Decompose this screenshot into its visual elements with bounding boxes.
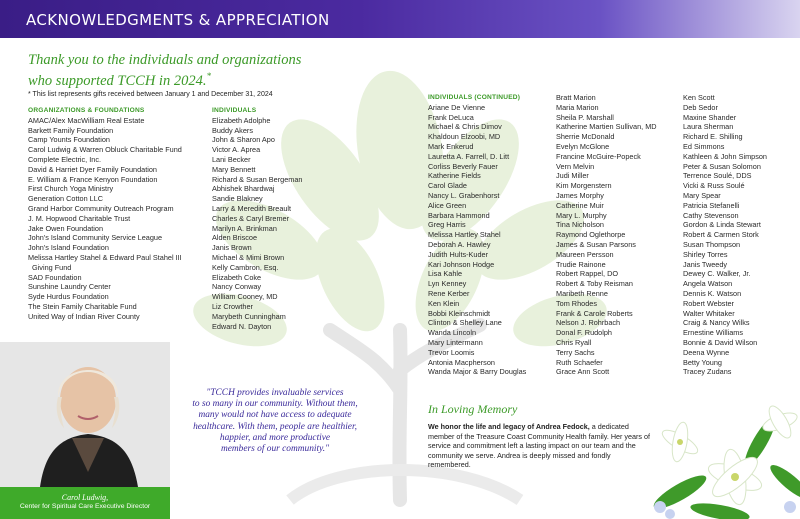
list-item: Tina Nicholson	[556, 220, 604, 230]
list-item: Deb Sedor	[683, 102, 718, 112]
list-item: Lisa Kahle	[428, 269, 463, 279]
list-item: Laura Sherman	[683, 122, 734, 132]
portrait-photo	[0, 342, 170, 487]
quote-line: members of our community."	[220, 444, 330, 455]
list-item: Gordon & Linda Stewart	[683, 220, 761, 230]
list-item: Melissa Hartley Stahel & Edward Paul Stahel III	[28, 252, 182, 262]
page-title: ACKNOWLEDGMENTS & APPRECIATION	[26, 11, 330, 29]
list-item: Sunshine Laundry Center	[28, 282, 111, 292]
list-item: Buddy Akers	[212, 125, 253, 135]
list-item: United Way of Indian River County	[28, 311, 140, 321]
list-item: Terrence Soulé, DDS	[683, 171, 752, 181]
list-item: SAD Foundation	[28, 272, 82, 282]
list-item: Ernestine Williams	[683, 328, 744, 338]
list-item: Victor A. Aprea	[212, 145, 261, 155]
list-item: Generation Cotton LLC	[28, 194, 104, 204]
list-item: Carol Ludwig & Warren Obluck Charitable Fund	[28, 145, 182, 155]
list-item: Maureen Persson	[556, 249, 614, 259]
list-item: Deborah A. Hawley	[428, 239, 491, 249]
list-item: Dewey C. Walker, Jr.	[683, 269, 751, 279]
list-item: Mary Lintermann	[428, 337, 483, 347]
list-item: Evelyn McGlone	[556, 141, 610, 151]
list-item: First Church Yoga Ministry	[28, 184, 114, 194]
list-item: Ariane De Vienne	[428, 102, 486, 112]
organizations-heading: ORGANIZATIONS & FOUNDATIONS	[28, 107, 145, 114]
list-item: Lyn Kenney	[428, 279, 467, 289]
list-item: Betty Young	[683, 357, 722, 367]
individuals-heading: INDIVIDUALS	[212, 107, 257, 114]
list-item: Robert & Toby Reisman	[556, 279, 633, 289]
list-item: Catherine Muir	[556, 200, 604, 210]
list-item: Barkett Family Foundation	[28, 125, 114, 135]
gift-period-note: * This list represents gifts received between January 1 and December 31, 2024	[28, 91, 273, 98]
list-item: Craig & Nancy Wilks	[683, 318, 750, 328]
list-item: Ed Simmons	[683, 141, 725, 151]
list-item: Bobbi Kleinschmidt	[428, 308, 491, 318]
list-item: Kelly Cambron, Esq.	[212, 262, 279, 272]
list-item: Cathy Stevenson	[683, 210, 739, 220]
list-item: Greg Harris	[428, 220, 466, 230]
memory-body: a dedicated member of the Treasure Coast Community Health family. Her years of service and commitment left a lasting impact on our team and the community we serve. Andrea is deeply missed and fondly remembered.	[428, 422, 650, 470]
list-item: Grand Harbor Community Outreach Program	[28, 203, 174, 213]
list-item: The Stein Family Charitable Fund	[28, 301, 137, 311]
list-item: Katherine Fields	[428, 171, 481, 181]
list-item: Sherrie McDonald	[556, 132, 615, 142]
list-item: Judi Miller	[556, 171, 589, 181]
list-item: Ken Scott	[683, 93, 715, 102]
memory-lead: We honor the life and legacy of Andrea Fedock,	[428, 422, 590, 431]
list-item: Mary Bennett	[212, 164, 256, 174]
list-item: Barbara Hammond	[428, 210, 490, 220]
list-item: Deena Wynne	[683, 347, 730, 357]
list-item: Mary L. Murphy	[556, 210, 607, 220]
list-item: Wanda Lincoln	[428, 328, 476, 338]
quote-line: healthcare. With them, people are healthier,	[193, 421, 357, 432]
list-item: Robert Webster	[683, 298, 734, 308]
list-item: Giving Fund	[32, 262, 72, 272]
list-item: Raymond Oglethorpe	[556, 230, 626, 240]
quote-line: happier, and more productive	[219, 432, 331, 443]
photo-caption	[0, 487, 170, 519]
list-item: Maxine Shander	[683, 112, 737, 122]
list-item: Lani Becker	[212, 154, 251, 164]
list-item: Elizabeth Coke	[212, 272, 262, 282]
list-item: Robert & Carmen Stork	[683, 230, 759, 240]
individuals-list-1	[212, 106, 322, 331]
footnote-mark: *	[206, 71, 211, 81]
list-item: Michael & Chris Dimov	[428, 122, 502, 132]
thank-you-line-1: Thank you to the individuals and organizations	[28, 52, 302, 68]
list-item: Ruth Schaefer	[556, 357, 603, 367]
list-item: Lauretta A. Farrell, D. Litt	[428, 151, 510, 161]
list-item: E. William & France Kenyon Foundation	[28, 174, 158, 184]
list-item: Rene Kerber	[428, 288, 470, 298]
list-item: Corliss Beverly Fauer	[428, 161, 498, 171]
list-item: Kim Morgenstern	[556, 181, 612, 191]
list-item: Charles & Caryl Bremer	[212, 213, 290, 223]
list-item: Kari Johnson Hodge	[428, 259, 495, 269]
list-item: John's Island Foundation	[28, 243, 109, 253]
testimonial-quote	[170, 388, 380, 455]
memory-heading: In Loving Memory	[428, 402, 518, 416]
list-item: Vern Melvin	[556, 161, 595, 171]
list-item: Sheila P. Marshall	[556, 112, 614, 122]
list-item: Angela Watson	[683, 279, 733, 289]
list-item: AMAC/Alex MacWilliam Real Estate	[28, 115, 145, 125]
list-item: Maria Marion	[556, 102, 599, 112]
list-item: Marybeth Cunningham	[212, 311, 286, 321]
list-item: Dennis K. Watson	[683, 288, 742, 298]
list-item: Camp Younts Foundation	[28, 135, 110, 145]
organizations-list	[28, 106, 208, 322]
list-item: Terry Sachs	[556, 347, 595, 357]
list-item: Maribeth Renne	[556, 288, 608, 298]
list-item: Melissa Hartley Stahel	[428, 230, 501, 240]
list-item: Jake Owen Foundation	[28, 223, 104, 233]
list-item: Nancy L. Grabenhorst	[428, 190, 500, 200]
individuals-list-3	[556, 93, 676, 377]
list-item: Mark Enkerud	[428, 141, 474, 151]
list-item: Judith Hults-Kuder	[428, 249, 489, 259]
list-item: Antonia Macpherson	[428, 357, 495, 367]
list-item: Nelson J. Rohrbach	[556, 318, 621, 328]
list-item: Liz Crowther	[212, 301, 253, 311]
quote-line: to so many in our community. Without them,	[192, 399, 358, 410]
list-item: Patricia Stefanelli	[683, 200, 740, 210]
list-item: Tom Rhodes	[556, 298, 597, 308]
list-item: Abhishek Bhardwaj	[212, 184, 275, 194]
quote-line: "TCCH provides invaluable services	[206, 388, 344, 398]
list-item: James & Susan Parsons	[556, 239, 636, 249]
list-item: Michael & Mimi Brown	[212, 252, 285, 262]
list-item: Grace Ann Scott	[556, 367, 610, 377]
list-item: Katherine Martien Sullivan, MD	[556, 122, 657, 132]
list-item: Wanda Major & Barry Douglas	[428, 367, 527, 377]
list-item: Bonnie & David Wilson	[683, 337, 758, 347]
list-item: Trudie Rainone	[556, 259, 606, 269]
list-item: John's Island Community Service League	[28, 233, 163, 243]
caption-title: Center for Spiritual Care Executive Director	[19, 503, 151, 510]
list-item: Alice Green	[428, 200, 467, 210]
list-item: Janis Tweedy	[683, 259, 728, 269]
list-item: Nancy Conway	[212, 282, 262, 292]
list-item: Alden Briscoe	[212, 233, 258, 243]
lily-flowers-image	[640, 382, 800, 519]
list-item: Elizabeth Adolphe	[212, 115, 271, 125]
list-item: J. M. Hopwood Charitable Trust	[28, 213, 131, 223]
list-item: Peter & Susan Solomon	[683, 161, 761, 171]
list-item: Larry & Meredith Breault	[212, 203, 292, 213]
list-item: Sandie Blakney	[212, 194, 263, 204]
list-item: Shirley Torres	[683, 249, 728, 259]
individuals-list-4	[683, 93, 798, 377]
list-item: Mary Spear	[683, 190, 721, 200]
list-item: Syde Hurdus Foundation	[28, 292, 109, 302]
list-item: Bratt Marion	[556, 93, 596, 102]
list-item: Marilyn A. Brinkman	[212, 223, 277, 233]
list-item: Frank & Carole Roberts	[556, 308, 633, 318]
caption-name: Carol Ludwig,	[61, 493, 109, 502]
list-item: Donal F. Rudolph	[556, 328, 612, 338]
list-item: Richard E. Shilling	[683, 132, 743, 142]
list-item: Janis Brown	[212, 243, 252, 253]
thank-you-heading	[28, 52, 358, 89]
thank-you-line-2: who supported TCCH in 2024.	[28, 72, 207, 89]
list-item: Richard & Susan Bergeman	[212, 174, 303, 184]
list-item: Complete Electric, Inc.	[28, 154, 101, 164]
list-item: Frank DeLuca	[428, 112, 474, 122]
list-item: Susan Thompson	[683, 239, 741, 249]
list-item: Tracey Zudans	[683, 367, 732, 377]
memory-text	[428, 422, 650, 470]
quote-line: many would not have access to adequate	[198, 410, 352, 421]
list-item: Walter Whitaker	[683, 308, 735, 318]
list-item: Trevor Loomis	[428, 347, 475, 357]
list-item: Khaldoun Elzoobi, MD	[428, 132, 501, 142]
list-item: Clinton & Shelley Lane	[428, 318, 502, 328]
individuals-continued-heading: INDIVIDUALS (CONTINUED)	[428, 94, 521, 101]
list-item: Vicki & Russ Soulé	[683, 181, 745, 191]
list-item: Robert Rappel, DO	[556, 269, 619, 279]
list-item: James Morphy	[556, 190, 604, 200]
list-item: John & Sharon Apo	[212, 135, 275, 145]
list-item: William Cooney, MD	[212, 292, 278, 302]
list-item: Francine McGuire-Popeck	[556, 151, 641, 161]
list-item: Edward N. Dayton	[212, 321, 272, 331]
list-item: Ken Klein	[428, 298, 460, 308]
list-item: David & Harriet Dyer Family Foundation	[28, 164, 157, 174]
individuals-list-2	[428, 93, 548, 377]
list-item: Kathleen & John Simpson	[683, 151, 767, 161]
list-item: Chris Ryall	[556, 337, 592, 347]
list-item: Carol Glade	[428, 181, 467, 191]
